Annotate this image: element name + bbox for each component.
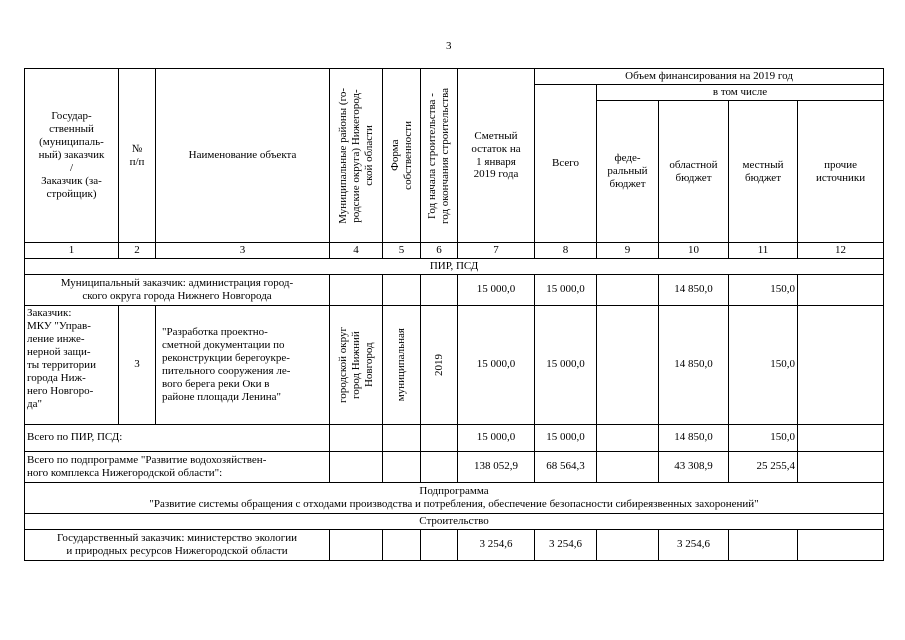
object-regional: 14 850,0 bbox=[659, 305, 729, 424]
header-num: № п/п bbox=[119, 69, 156, 243]
page-number: 3 bbox=[446, 40, 452, 52]
object-district-cell bbox=[330, 305, 383, 424]
total-subprogram-total: 68 564,3 bbox=[535, 451, 597, 482]
header-years bbox=[421, 69, 458, 243]
total-subprogram-regional: 43 308,9 bbox=[659, 451, 729, 482]
total-subprogram-local: 25 255,4 bbox=[729, 451, 798, 482]
header-ownership bbox=[383, 69, 421, 243]
empty-cell bbox=[330, 451, 383, 482]
header-ownership-text: Форма собственности bbox=[388, 121, 414, 190]
header-other: прочие источники bbox=[798, 101, 884, 243]
empty-cell bbox=[421, 529, 458, 560]
state-regional: 3 254,6 bbox=[659, 529, 729, 560]
object-local: 150,0 bbox=[729, 305, 798, 424]
total-subprogram-other bbox=[798, 451, 884, 482]
empty-cell bbox=[383, 529, 421, 560]
empty-cell bbox=[421, 451, 458, 482]
empty-cell bbox=[383, 451, 421, 482]
object-estimate: 15 000,0 bbox=[458, 305, 535, 424]
municipal-federal bbox=[597, 274, 659, 305]
municipal-customer-label: Муниципальный заказчик: администрация город- ского округа города Нижнего Новгорода bbox=[25, 274, 330, 305]
state-local bbox=[729, 529, 798, 560]
header-including: в том числе bbox=[597, 85, 884, 101]
header-regional: областной бюджет bbox=[659, 101, 729, 243]
total-pir-estimate: 15 000,0 bbox=[458, 424, 535, 451]
empty-cell bbox=[421, 274, 458, 305]
header-districts-text: Муниципальные районы (го- родские округа) Нижегород- ской области bbox=[336, 87, 375, 224]
header-funding-title: Объем финансирования на 2019 год bbox=[535, 69, 884, 85]
total-pir-total: 15 000,0 bbox=[535, 424, 597, 451]
object-num: 3 bbox=[119, 305, 156, 424]
header-federal: феде- ральный бюджет bbox=[597, 101, 659, 243]
total-pir-other bbox=[798, 424, 884, 451]
section-subprogram: Подпрограмма "Развитие системы обращения с отходами производства и потребления, обеспечение безопасности сибиреязвенных захоронений" bbox=[25, 482, 884, 513]
col-number: 5 bbox=[383, 243, 421, 259]
total-subprogram-federal bbox=[597, 451, 659, 482]
header-total: Всего bbox=[535, 85, 597, 243]
object-federal bbox=[597, 305, 659, 424]
col-number: 4 bbox=[330, 243, 383, 259]
empty-cell bbox=[330, 529, 383, 560]
financing-table bbox=[24, 68, 884, 561]
total-pir-label: Всего по ПИР, ПСД: bbox=[25, 424, 330, 451]
municipal-total: 15 000,0 bbox=[535, 274, 597, 305]
empty-cell bbox=[330, 274, 383, 305]
municipal-estimate: 15 000,0 bbox=[458, 274, 535, 305]
col-number: 12 bbox=[798, 243, 884, 259]
col-number: 3 bbox=[156, 243, 330, 259]
header-years-text: Год начала строительства - год окончания строительства bbox=[426, 87, 451, 224]
col-number: 6 bbox=[421, 243, 458, 259]
col-number: 7 bbox=[458, 243, 535, 259]
object-ownership-cell bbox=[383, 305, 421, 424]
col-number: 9 bbox=[597, 243, 659, 259]
state-other bbox=[798, 529, 884, 560]
section-construction: Строительство bbox=[25, 513, 884, 529]
total-pir-regional: 14 850,0 bbox=[659, 424, 729, 451]
object-years: 2019 bbox=[432, 353, 445, 376]
header-customer: Государ- ственный (муниципаль- ный) заказчик / Заказчик (за- стройщик) bbox=[25, 69, 119, 243]
state-customer-label: Государственный заказчик: министерство экологии и природных ресурсов Нижегородской области bbox=[25, 529, 330, 560]
municipal-regional: 14 850,0 bbox=[659, 274, 729, 305]
state-estimate: 3 254,6 bbox=[458, 529, 535, 560]
header-estimate: Сметный остаток на 1 января 2019 года bbox=[458, 69, 535, 243]
object-ownership: муниципальная bbox=[395, 328, 408, 402]
header-object-name: Наименование объекта bbox=[156, 69, 330, 243]
col-number: 11 bbox=[729, 243, 798, 259]
total-pir-local: 150,0 bbox=[729, 424, 798, 451]
total-subprogram-label: Всего по подпрограмме "Развитие водохозяйствен- ного комплекса Нижегородской области": bbox=[25, 451, 330, 482]
total-pir-federal bbox=[597, 424, 659, 451]
municipal-local: 150,0 bbox=[729, 274, 798, 305]
state-federal bbox=[597, 529, 659, 560]
empty-cell bbox=[383, 274, 421, 305]
section-pir: ПИР, ПСД bbox=[25, 258, 884, 274]
state-total: 3 254,6 bbox=[535, 529, 597, 560]
col-number: 10 bbox=[659, 243, 729, 259]
empty-cell bbox=[421, 424, 458, 451]
object-name: "Разработка проектно- сметной документации по реконструкции берегоукре- пительного сооружения ле- вого берега реки Оки в районе площади Ленина" bbox=[156, 305, 330, 424]
object-total: 15 000,0 bbox=[535, 305, 597, 424]
municipal-other bbox=[798, 274, 884, 305]
header-districts bbox=[330, 69, 383, 243]
object-district: городской округ город Нижний Новгород bbox=[336, 326, 375, 403]
object-other bbox=[798, 305, 884, 424]
col-number: 1 bbox=[25, 243, 119, 259]
empty-cell bbox=[383, 424, 421, 451]
total-subprogram-estimate: 138 052,9 bbox=[458, 451, 535, 482]
object-years-cell bbox=[421, 305, 458, 424]
object-customer: Заказчик: МКУ "Управ- ление инже- нерной защи- ты территории города Ниж- него Новгоро- да" bbox=[25, 305, 119, 424]
col-number: 8 bbox=[535, 243, 597, 259]
empty-cell bbox=[330, 424, 383, 451]
header-local: местный бюджет bbox=[729, 101, 798, 243]
col-number: 2 bbox=[119, 243, 156, 259]
